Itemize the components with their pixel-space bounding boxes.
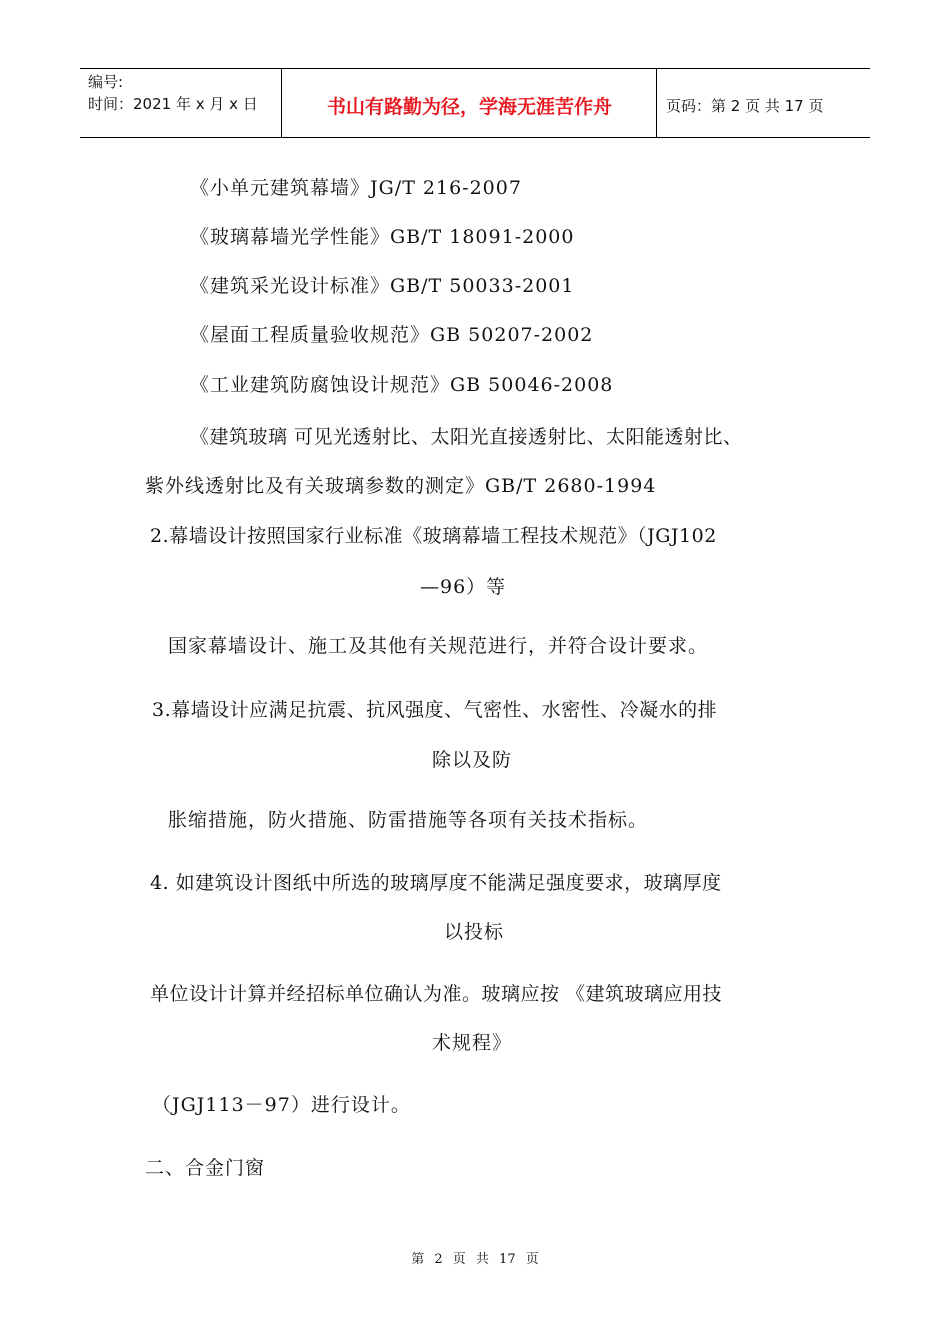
body-line: 《工业建筑防腐蚀设计规范》GB 50046-2008 [190, 374, 614, 396]
body-line: 以投标 [444, 921, 505, 943]
time-label: 时间：2021 年 x 月 x 日 [88, 95, 258, 113]
body-line: 单位设计计算并经招标单位确认为准。玻璃应按 《建筑玻璃应用技 [150, 983, 723, 1005]
body-line: 《玻璃幕墙光学性能》GB/T 18091-2000 [190, 226, 575, 248]
body-line: 胀缩措施，防火措施、防雷措施等各项有关技术指标。 [168, 809, 649, 831]
body-line: 2.幕墙设计按照国家行业标准《玻璃幕墙工程技术规范》（JGJ102 [150, 525, 717, 547]
body-line: 《建筑玻璃 可见光透射比、太阳光直接透射比、太阳能透射比、 [190, 426, 743, 448]
body-line: 《建筑采光设计标准》GB/T 50033-2001 [190, 275, 575, 297]
page-footer: 第 2 页 共 17 页 [411, 1252, 539, 1267]
page-header [80, 68, 870, 138]
body-line: 《小单元建筑幕墙》JG/T 216-2007 [190, 177, 522, 199]
body-line: 紫外线透射比及有关玻璃参数的测定》GB/T 2680-1994 [145, 475, 657, 497]
header-page-info: 页码：第 2 页 共 17 页 [666, 96, 824, 115]
header-motto: 书山有路勤为径，学海无涯苦作舟 [283, 69, 657, 137]
body-line: （JGJ113－97）进行设计。 [152, 1094, 411, 1116]
body-line: 国家幕墙设计、施工及其他有关规范进行，并符合设计要求。 [168, 635, 709, 657]
header-meta [80, 69, 282, 137]
body-line: —96）等 [420, 576, 507, 598]
serial-label: 编号: [88, 73, 124, 91]
body-line: 4. 如建筑设计图纸中所选的玻璃厚度不能满足强度要求，玻璃厚度 [150, 872, 722, 894]
body-line: 除以及防 [432, 749, 513, 771]
body-line: 术规程》 [432, 1032, 513, 1054]
section-heading: 二、合金门窗 [145, 1157, 266, 1179]
body-line: 《屋面工程质量验收规范》GB 50207-2002 [190, 324, 594, 346]
body-line: 3.幕墙设计应满足抗震、抗风强度、气密性、水密性、冷凝水的排 [152, 699, 718, 721]
